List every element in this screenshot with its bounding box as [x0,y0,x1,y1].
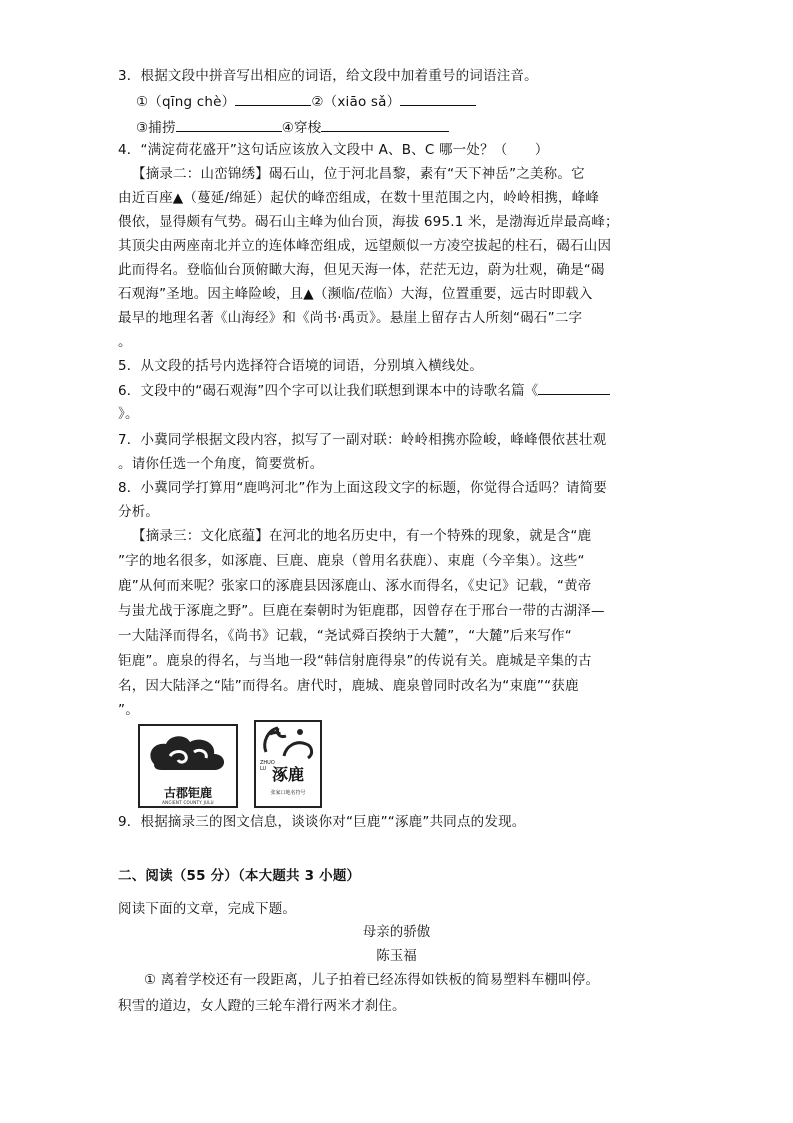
section-2-heading: 二、阅读（55 分）（本大题共 3 小题） [118,868,361,884]
question-9: 9．根据摘录三的图文信息，谈谈你对“巨鹿”“涿鹿”共同点的发现。 [118,814,526,830]
excerpt2-line: 此而得名。登临仙台顶俯瞰大海，但见天海一体，茫茫无边，蔚为壮观，确是“碣 [118,262,605,278]
excerpt2-line: 石观海”圣地。因主峰险峻，且▲（濒临/莅临）大海，位置重要，远古时即载入 [118,286,593,302]
question-4: 4．“满淀荷花盛开”这句话应该放入文段中 A、B、C 哪一处？（ ） [118,142,549,158]
excerpt3-line: 名，因大陆泽之“陆”而得名。唐代时，鹿城、鹿泉曾同时改名为“束鹿”“获鹿 [118,678,579,694]
julu-logo-subtext: ANCIENT COUNTY JULU [162,800,214,805]
zhuolu-logo-pinyin-1: ZHUO [260,760,275,766]
q3-item-3-4 [136,117,449,138]
question-3: 3．根据文段中拼音写出相应的词语，给文段中加着重号的词语注音。 [118,68,538,84]
excerpt3-line: ”字的地名很多，如涿鹿、巨鹿、鹿泉（曾用名获鹿）、束鹿（今辛集）。这些“ [118,553,585,569]
zhuolu-logo [254,720,322,808]
q3-blank-4[interactable] [321,117,449,132]
q3-pinyin-2: ②（xiāo sǎ） [311,94,401,110]
question-8: 8．小冀同学打算用“鹿鸣河北”作为上面这段文字的标题，你觉得合适吗？请简要 [118,480,607,496]
q3-pinyin-1: ①（qīng chè） [136,94,236,110]
zhuolu-logo-subtext: 张家口地名符号 [270,790,306,796]
question-7: 7．小冀同学根据文段内容，拟写了一副对联：岭岭相携亦险峻，峰峰偎依甚壮观 [118,432,607,448]
article-title: 母亲的骄傲 [362,924,431,940]
excerpt2-line: 【摘录二：山峦锦绣】碣石山，位于河北昌黎，素有“天下神岳”之美称。它 [132,166,585,182]
question-6-end: 》。 [118,406,139,422]
article-paragraph: ① 离着学校还有一段距离，儿子拍着已经冻得如铁板的简易塑料车棚叫停。 [144,972,600,988]
q3-item-1-2 [136,91,476,112]
q3-word-4: ④穿梭 [281,120,322,136]
question-5: 5．从文段的括号内选择符合语境的词语，分别填入横线处。 [118,358,483,374]
excerpt2-line: 偎依，显得颇有气势。碣石山主峰为仙台顶，海拔 695.1 米，是渤海近岸最高峰； [118,214,619,230]
excerpt2-line: 。 [118,334,132,350]
question-7-cont: 。请你任选一个角度，简要赏析。 [118,456,324,472]
q3-blank-1[interactable] [235,91,311,106]
question-8-cont: 分析。 [118,504,160,520]
article-author: 陈玉福 [376,948,417,964]
q6-blank[interactable] [538,380,610,395]
julu-logo-text: 古郡钜鹿 [163,786,212,800]
zhuolu-logo-pinyin-2: LU [260,766,267,772]
article-paragraph-cont: 积雪的道边，女人蹬的三轮车滑行两米才刹住。 [118,998,406,1014]
excerpt3-line: ”。 [118,702,139,718]
excerpt3-line: 与蚩尤战于涿鹿之野”。巨鹿在秦朝时为钜鹿郡，因曾存在于邢台一带的古湖泽— [118,603,605,619]
q3-word-3: ③捕捞 [136,120,176,136]
excerpt3-line: 一大陆泽而得名，《尚书》记载，“尧试舜百揆纳于大麓”，“大麓”后来写作“ [118,628,572,644]
question-6: 6．文段中的“碣石观海”四个字可以让我们联想到课本中的诗歌名篇《 [118,380,610,401]
excerpt2-line: 最早的地理名著《山海经》和《尚书·禹贡》。悬崖上留存古人所刻“碣石”二字 [118,310,583,326]
excerpt2-line: 其顶尖由两座南北并立的连体峰峦组成，远望颇似一方凌空拔起的柱石，碣石山因 [118,238,612,254]
excerpt3-line: 【摘录三：文化底蕴】在河北的地名历史中，有一个特殊的现象，就是含“鹿 [132,528,592,544]
excerpt2-line: 由近百座▲（蔓延/绵延）起伏的峰峦组成，在数十里范围之内，岭岭相携，峰峰 [118,190,600,206]
q3-blank-2[interactable] [400,91,476,106]
cloud-emblem-icon [140,726,236,782]
deer-emblem-icon [256,722,320,762]
zhuolu-logo-text: 涿鹿 [272,765,305,784]
excerpt3-line: 鹿”从何而来呢？张家口的涿鹿县因涿鹿山、涿水而得名，《史记》记载，“黄帝 [118,578,592,594]
q3-blank-3[interactable] [176,117,282,132]
julu-logo [138,724,238,808]
section-2-intro: 阅读下面的文章，完成下题。 [118,901,297,917]
excerpt3-line: 钜鹿”。鹿泉的得名，与当地一段“韩信射鹿得泉”的传说有关。鹿城是辛集的古 [118,653,592,669]
